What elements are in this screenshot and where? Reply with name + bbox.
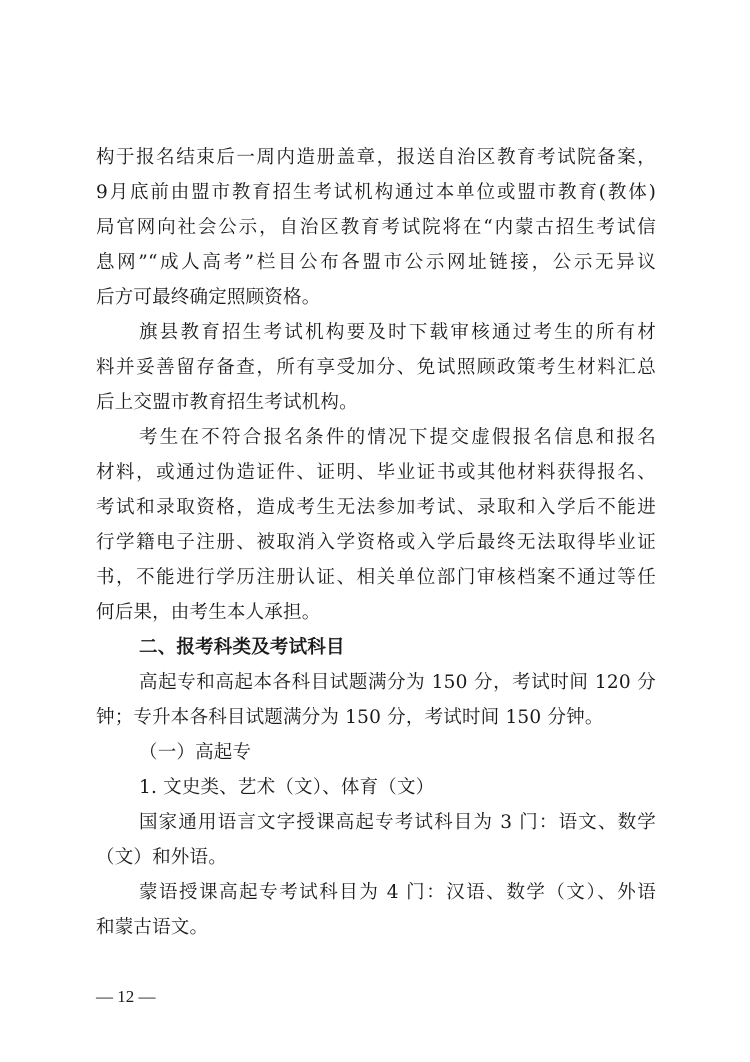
paragraph-start: 高起专和高起本各科目试题满分为 150 分，考试时间 120 分 — [139, 672, 656, 693]
paragraph-start: 蒙语授课高起专考试科目为 4 门：汉语、数学（文）、外语 — [139, 882, 656, 903]
text-line: 后方可最终确定照顾资格。 — [96, 287, 321, 308]
text-line: 何后果，由考生本人承担。 — [96, 602, 321, 623]
page-number: — 12 — — [96, 987, 156, 1006]
text-line: 9月底前由盟市教育招生考试机构通过本单位或盟市教育(教体) — [96, 182, 656, 203]
text-line: 息网”“成人高考”栏目公布各盟市公示网址链接，公示无异议 — [96, 252, 656, 273]
text-line: 料并妥善留存备查，所有享受加分、免试照顾政策考生材料汇总 — [96, 357, 656, 378]
section-heading: 二、报考科类及考试科目 — [139, 637, 345, 658]
category-heading: 1. 文史类、艺术（文）、体育（文） — [139, 777, 435, 798]
subsection-heading: （一）高起专 — [139, 742, 252, 763]
text-line: 后上交盟市教育招生考试机构。 — [96, 392, 358, 413]
text-line: 钟；专升本各科目试题满分为 150 分，考试时间 150 分钟。 — [96, 707, 604, 728]
text-line: 构于报名结束后一周内造册盖章，报送自治区教育考试院备案， — [96, 147, 656, 168]
paragraph-start: 国家通用语言文字授课高起专考试科目为 3 门：语文、数学 — [139, 812, 656, 833]
text-line: 考试和录取资格，造成考生无法参加考试、录取和入学后不能进 — [96, 497, 656, 518]
text-line: 和蒙古语文。 — [96, 917, 209, 938]
paragraph-start: 考生在不符合报名条件的情况下提交虚假报名信息和报名 — [139, 427, 656, 448]
text-line: （文）和外语。 — [96, 847, 227, 868]
text-line: 材料，或通过伪造证件、证明、毕业证书或其他材料获得报名、 — [96, 462, 656, 483]
text-line: 局官网向社会公示，自治区教育考试院将在“内蒙古招生考试信 — [96, 217, 656, 238]
text-line: 书，不能进行学历注册认证、相关单位部门审核档案不通过等任 — [96, 567, 656, 588]
text-line: 行学籍电子注册、被取消入学资格或入学后最终无法取得毕业证 — [96, 532, 656, 553]
paragraph-start: 旗县教育招生考试机构要及时下载审核通过考生的所有材 — [139, 322, 656, 343]
